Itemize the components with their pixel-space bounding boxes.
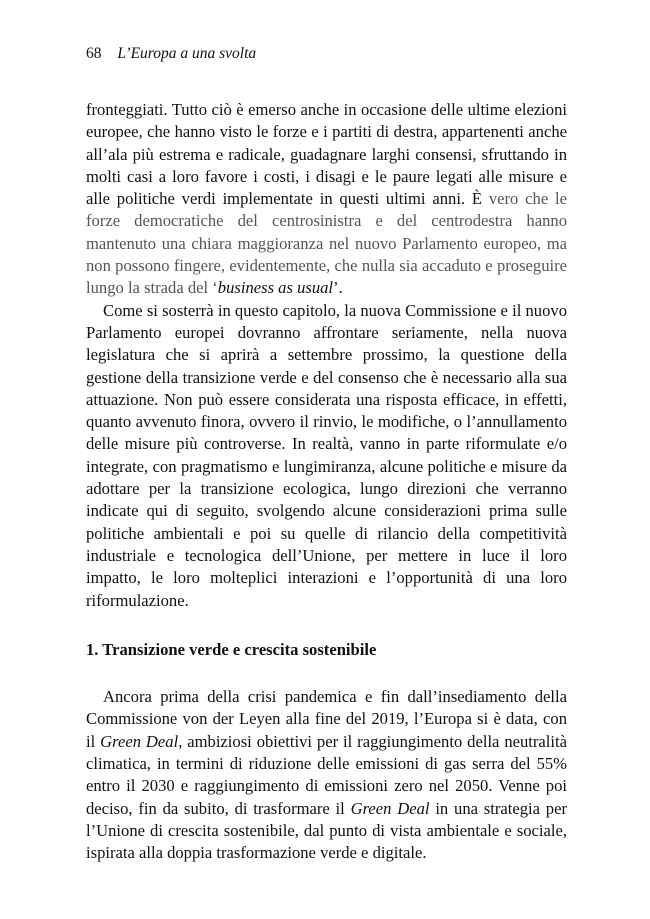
paragraph-3-italic-2: Green Deal: [350, 798, 430, 818]
paragraph-1-italic-phrase: business as usual: [217, 278, 334, 298]
paragraph-1: [86, 99, 567, 300]
paragraph-1-text: fronteggiati. Tutto ciò è emerso anche in occasione delle ultime elezioni europee, che hanno visto le forze e i partiti di destra, appartenenti anche all’ala più estrema e radicale, guadagnare larghi consensi, sfruttando in molti casi a loro favore i costi, i disagi e le paure legati alle misure e alle politiche verdi implementate in questi ultimi anni. È: [86, 100, 567, 209]
paragraph-3: [86, 686, 567, 864]
paragraph-2: Come si sosterrà in questo capitolo, la nuova Commissione e il nuovo Parlamento europei dovranno affrontare seriamente, nella nuova legislatura che si aprirà a settembre prossimo, la questione della gestione della transizione verde e del consenso che è necessario alla sua attuazione. Non può essere considerata una risposta efficace, in effetti, quanto avvenuto finora, ovvero il rinvio, le modifiche, o l’annullamento delle misure più controverse. In realtà, vanno in parte riformulate e/o integrate, con pragmatismo e lungimiranza, alcune politiche e misure da adottare per la transizione ecologica, lungo direzioni che verranno indicate qui di seguito, svolgendo alcune considerazioni prima sulle politiche ambientali e poi su quelle di rilancio della competitività industriale e tecnologica dell’Unione, per mettere in luce il loro impatto, le loro molteplici interazioni e l’opportunità di una loro riformulazione.: [86, 300, 567, 610]
paragraph-3-part-3: in una strategia per l’Unione di crescita sostenibile, dal punto di vista ambientale e sociale, ispirata alla doppia trasformazione verde e digitale.: [86, 798, 567, 863]
body-text: [86, 99, 567, 865]
paragraph-1-closing: ’.: [333, 278, 343, 298]
running-head: [86, 44, 256, 64]
paragraph-3-part-2: , ambiziosi obiettivi per il raggiungimento della neutralità climatica, in termini di riduzione delle emissioni di gas serra del 55% entro il 2030 e raggiungimento di emissioni zero nel 2050. Venne poi deciso, fin da subito, di trasformare il: [86, 731, 567, 818]
running-head-title: L’Europa a una svolta: [117, 45, 257, 62]
section-heading: 1. Transizione verde e crescita sostenibile: [86, 639, 377, 659]
page-number: 68: [86, 45, 102, 62]
paragraph-1-light-text: vero che le forze democratiche del centrosinistra e del centrodestra hanno mantenuto una chiara maggioranza nel nuovo Parlamento europeo, ma non possono fingere, evidentemente, che nulla sia accaduto e proseguire lungo la strada del ‘: [86, 189, 567, 298]
paragraph-3-italic-1: Green Deal: [100, 731, 179, 751]
paragraph-3-part-1: Ancora prima della crisi pandemica e fin dall’insediamento della Commissione von der Leyen alla fine del 2019, l’Europa si è data, con il: [86, 687, 567, 751]
